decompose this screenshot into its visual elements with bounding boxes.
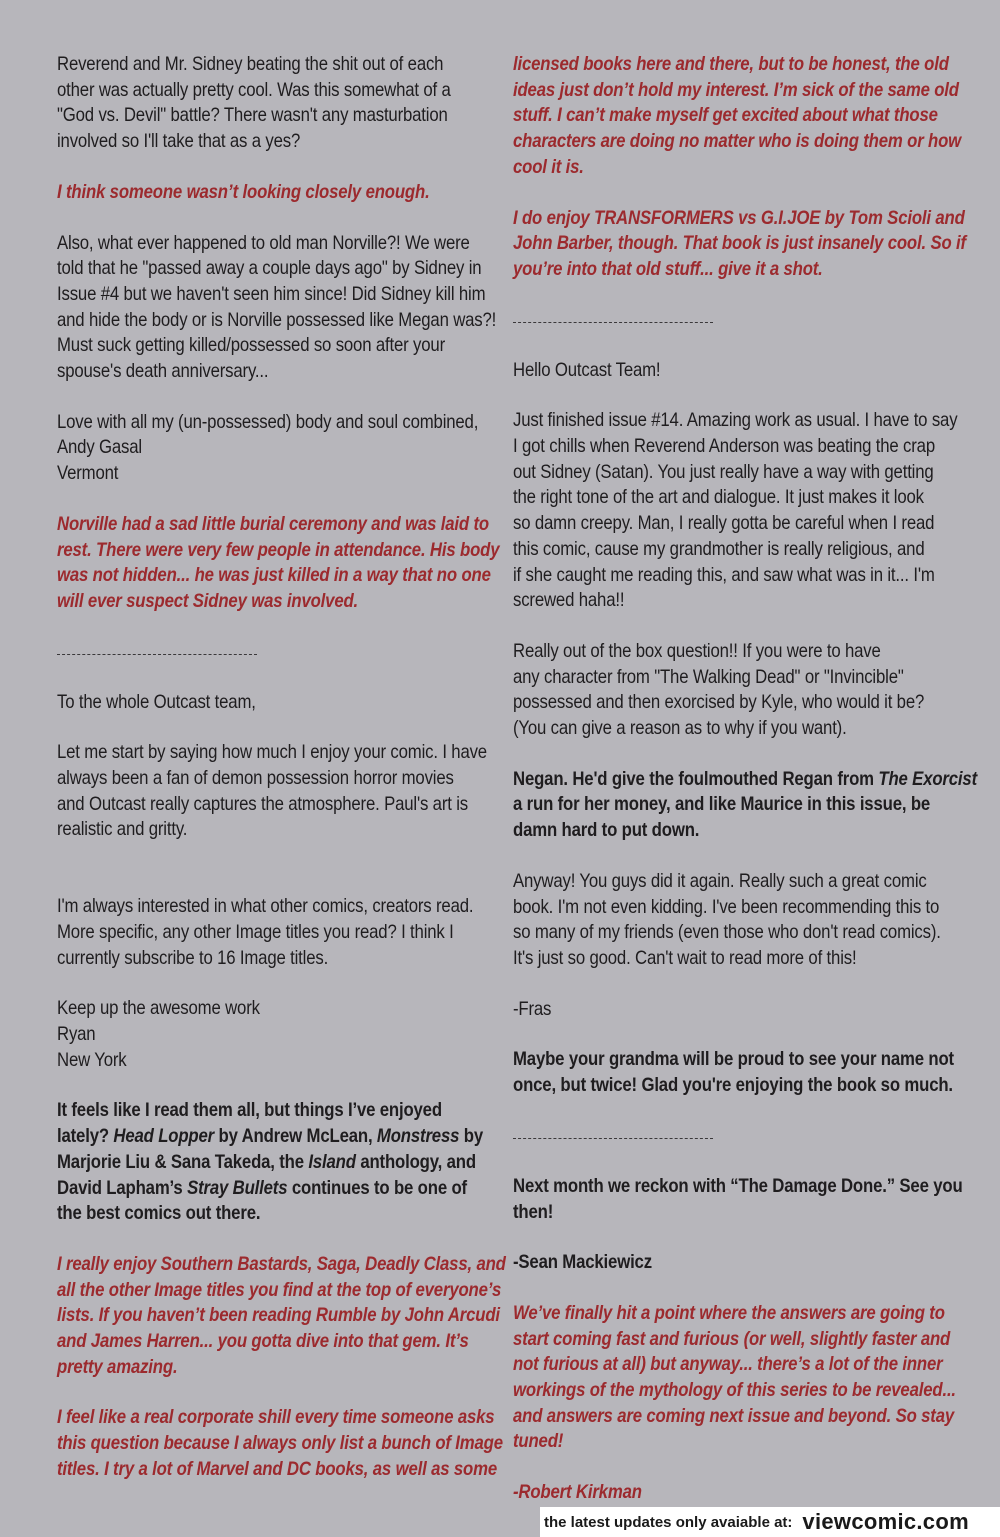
kirkman-reply-2: Norville had a sad little burial ceremony and was laid to rest. There were very few people in attendance. His body was not hidden... he was just killed in a way that no one will ever suspect Sidney was involved. (57, 512, 500, 612)
watermark-brand-link[interactable]: viewcomic.com (802, 1509, 969, 1534)
letter-fras-signoff: -Fras (513, 997, 552, 1020)
title-the-exorcist: The Exorcist (878, 767, 977, 790)
title-stray-bullets: Stray Bullets (187, 1176, 288, 1199)
watermark-text: the latest updates only avaiable at: (544, 1513, 793, 1531)
letter-andy-paragraph-2: Also, what ever happened to old man Norville?! We were told that he "passed away a couple days ago" by Sidney in Issue #4 but we haven't seen him since! Did Sidney kill him and hide the body or is Norville possessed like Megan was?! Must suck getting killed/possessed so soon after your spouse's death anniversary... (57, 231, 497, 383)
kirkman-reply-5: I do enjoy TRANSFORMERS vs G.I.JOE by Tom Scioli and John Barber, though. That book is just insanely cool. So if you’re into that old stuff... give it a shot. (513, 206, 966, 280)
title-monstress: Monstress (376, 1125, 460, 1148)
editor-reply-grandma: Maybe your grandma will be proud to see your name not once, but twice! Glad you're enjoying the book so much. (513, 1048, 954, 1097)
kirkman-closing: We’ve finally hit a point where the answers are going to start coming fast and furious (or well, slightly faster and not furious at all) but anyway... there’s a lot of the inner workings of the mythology of this series to be revealed... and answers are coming next issue and beyond. So stay tuned! (513, 1301, 956, 1453)
editor-reply-comics: It feels like I read them all, but things I’ve enjoyed lately? Head Lopper by Andrew McLean, Monstress by Marjorie Liu & Sana Takeda, the Island anthology, and David Lapham’s Stray Bullets continues to be one of the best comics out there. (57, 1099, 483, 1225)
letter-ryan-greeting: To the whole Outcast team, (57, 690, 256, 713)
right-column (513, 52, 977, 1531)
kirkman-reply-3: I really enjoy Southern Bastards, Saga, Deadly Class, and all the other Image titles you find at the top of everyone’s lists. If you haven’t been reading Rumble by John Arcudi and James Harren... you gotta dive into that gem. It’s pretty amazing. (57, 1252, 506, 1378)
editor-signature: -Sean Mackiewicz (513, 1251, 652, 1274)
left-column (57, 52, 506, 1508)
letter-ryan-signoff: Keep up the awesome work Ryan New York (57, 997, 260, 1071)
letter-andy-signoff: Love with all my (un-possessed) body and soul combined, Andy Gasal Vermont (57, 410, 479, 485)
kirkman-reply-4: I feel like a real corporate shill every time someone asks this question because I always only list a bunch of Image titles. I try a lot of Marvel and DC books, as well as some (57, 1406, 503, 1480)
editor-next-month: Next month we reckon with “The Damage Done.” See you then! (513, 1174, 963, 1223)
title-island: Island (308, 1150, 356, 1173)
letter-fras-paragraph-1: Just finished issue #14. Amazing work as usual. I have to say I got chills when Reverend Anderson was beating the crap out Sidney (Satan). You just really have a way with getting the right tone of the art and dialogue. It just makes it look so damn creepy. Man, I really gotta be careful when I read this comic, cause my grandmother is really religious, and if she caught me reading this, and saw what was in it... I'm screwed haha!! (513, 409, 958, 612)
letter-ryan-paragraph-2: I'm always interested in what other comics, creators read. More specific, any other Image titles you read? I think I currently subscribe to 16 Image titles. (57, 895, 474, 969)
letter-divider (57, 640, 482, 665)
letter-divider (513, 308, 953, 333)
letter-andy-paragraph-1: Reverend and Mr. Sidney beating the shit out of each other was actually pretty cool. Was this somewhat of a "God vs. Devil" battle? There wasn't any masturbation involved so I'll take that as a yes? (57, 53, 451, 153)
letter-fras-greeting: Hello Outcast Team! (513, 358, 661, 381)
kirkman-reply-4-continued: licensed books here and there, but to be honest, the old ideas just don’t hold my interest. I’m sick of the same old stuff. I can’t make myself get excited about what those characters are doing no matter who is doing them or how cool it is. (513, 53, 962, 178)
letter-ryan-paragraph-1: Let me start by saying how much I enjoy your comic. I have always been a fan of demon possession horror movies and Outcast really captures the atmosphere. Paul's art is realistic and gritty. (57, 741, 487, 841)
watermark-banner[interactable] (540, 1507, 1000, 1537)
letter-divider (513, 1124, 953, 1149)
letter-fras-paragraph-3: Anyway! You guys did it again. Really such a great comic book. I'm not even kidding. I've been recommending this to so many of my friends (even those who don't read comics). It's just so good. Can't wait to read more of this! (513, 869, 941, 969)
title-head-lopper: Head Lopper (113, 1125, 215, 1148)
kirkman-signature: -Robert Kirkman (513, 1481, 642, 1504)
letter-fras-paragraph-2: Really out of the box question!! If you were to have any character from "The Walking Dead" or "Invincible" possessed and then exorcised by Kyle, who would it be? (You can give a reason as to why if you want). (513, 639, 925, 740)
kirkman-reply-1: I think someone wasn’t looking closely enough. (57, 180, 430, 203)
editor-reply-negan: Negan. He'd give the foulmouthed Regan from The Exorcist a run for her money, and like Maurice in this issue, be damn hard to put down. (513, 767, 977, 842)
